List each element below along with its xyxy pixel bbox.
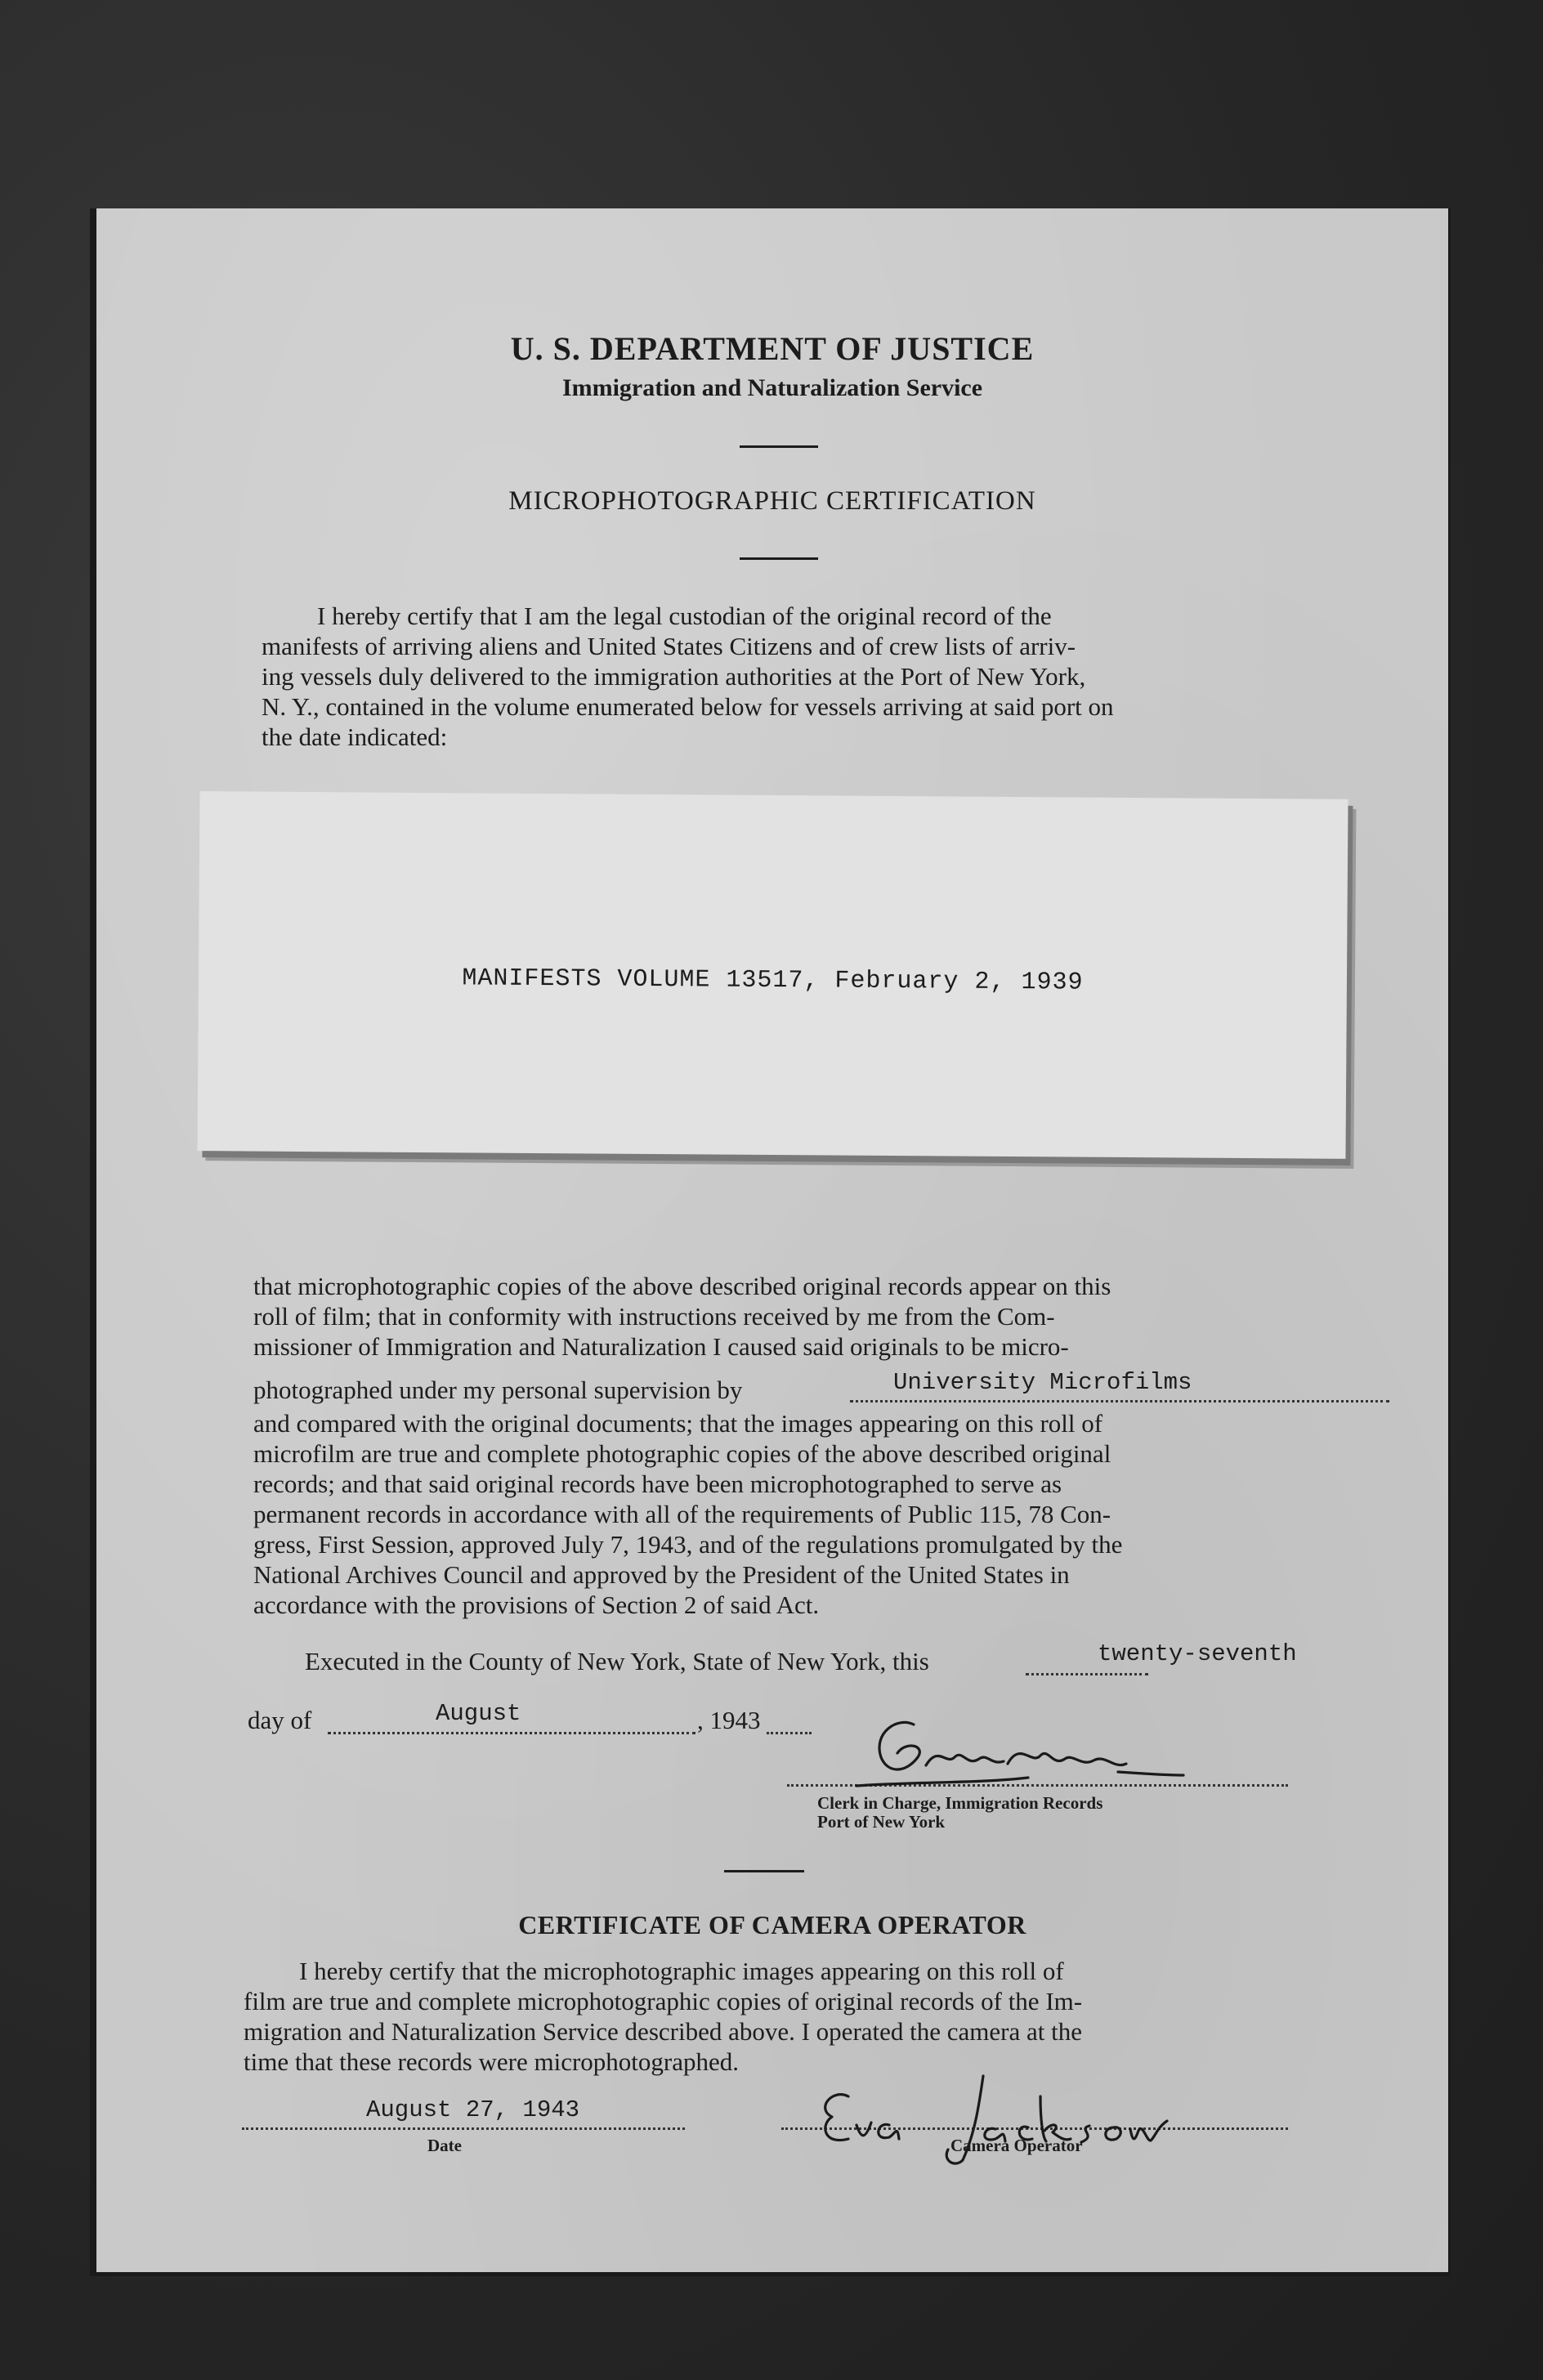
camera-line: I hereby certify that the microphotographic images appearing on this roll of: [299, 1957, 1064, 1985]
supervisor-name: University Microfilms: [893, 1369, 1192, 1396]
date-label: Date: [427, 2136, 462, 2155]
camera-certificate-heading: CERTIFICATE OF CAMERA OPERATOR: [518, 1910, 1026, 1939]
camera-certificate-paragraph: [244, 1956, 1384, 2077]
divider-bottom: [724, 1870, 804, 1872]
body-line: gress, First Session, approved July 7, 1943, and of the regulations promulgated by the: [253, 1530, 1123, 1559]
body-paragraph-b: [253, 1408, 1394, 1620]
executed-prefix: Executed in the County of New York, State of New York, this: [305, 1647, 929, 1675]
intro-line: I hereby certify that I am the legal custodian of the original record of the: [317, 602, 1052, 630]
clerk-title: [817, 1794, 1102, 1832]
certificate-sheet: [96, 208, 1448, 2272]
executed-day: twenty-seventh: [1098, 1640, 1297, 1667]
body-line: microfilm are true and complete photographic copies of the above described original: [253, 1439, 1111, 1468]
body-line: records; and that said original records have been microphotographed to serve as: [253, 1470, 1062, 1498]
body-line: and compared with the original documents; that the images appearing on this roll of: [253, 1409, 1103, 1438]
camera-line: migration and Naturalization Service described above. I operated the camera at the: [244, 2017, 1082, 2046]
operator-label: Camera Operator: [950, 2136, 1083, 2155]
department-heading: U. S. DEPARTMENT OF JUSTICE: [510, 330, 1035, 367]
intro-paragraph: [262, 601, 1399, 752]
executed-month: August: [436, 1700, 521, 1727]
clerk-title-line2: Port of New York: [817, 1812, 946, 1832]
supervision-prefix: photographed under my personal supervision by: [253, 1376, 743, 1404]
body-line: accordance with the provisions of Section 2 of said Act.: [253, 1590, 820, 1619]
divider-top: [740, 445, 818, 448]
clerk-signature: [848, 1708, 1200, 1798]
volume-slip: [197, 791, 1348, 1159]
camera-line: time that these records were microphotographed.: [244, 2047, 739, 2076]
clerk-title-line1: Clerk in Charge, Immigration Records: [817, 1793, 1103, 1813]
body-line: roll of film; that in conformity with instructions received by me from the Com-: [253, 1302, 1055, 1331]
service-subheading: Immigration and Naturalization Service: [561, 374, 983, 401]
day-of-prefix: day of: [248, 1706, 312, 1734]
certification-title: MICROPHOTOGRAPHIC CERTIFICATION: [508, 486, 1036, 516]
divider-middle: [740, 557, 818, 560]
body-line: missioner of Immigration and Naturalization I caused said originals to be micro-: [253, 1332, 1069, 1361]
body-line: permanent records in accordance with all of the requirements of Public 115, 78 Con-: [253, 1500, 1111, 1528]
body-line: that microphotographic copies of the above described original records appear on this: [253, 1272, 1111, 1300]
camera-line: film are true and complete microphotographic copies of original records of the Im-: [244, 1987, 1083, 2015]
body-line: National Archives Council and approved by the President of the United States in: [253, 1560, 1070, 1589]
date-fill-line: [242, 2127, 685, 2130]
intro-line: the date indicated:: [262, 722, 448, 751]
intro-line: ing vessels duly delivered to the immigration authorities at the Port of New York,: [262, 662, 1086, 691]
executed-year: , 1943: [697, 1706, 761, 1734]
body-paragraph-a: [253, 1271, 1394, 1362]
volume-label: MANIFESTS VOLUME 13517, February 2, 1939: [462, 964, 1084, 997]
year-trailing-dots: [767, 1732, 812, 1734]
supervisor-fill-line: [850, 1400, 1389, 1402]
intro-line: manifests of arriving aliens and United States Citizens and of crew lists of arriv-: [262, 632, 1076, 660]
executed-year-value: 1943: [709, 1706, 761, 1734]
intro-line: N. Y., contained in the volume enumerated below for vessels arriving at said port on: [262, 692, 1114, 721]
executed-day-fill-line: [1026, 1673, 1148, 1675]
date-value: August 27, 1943: [366, 2096, 580, 2123]
executed-month-fill-line: [328, 1732, 695, 1734]
